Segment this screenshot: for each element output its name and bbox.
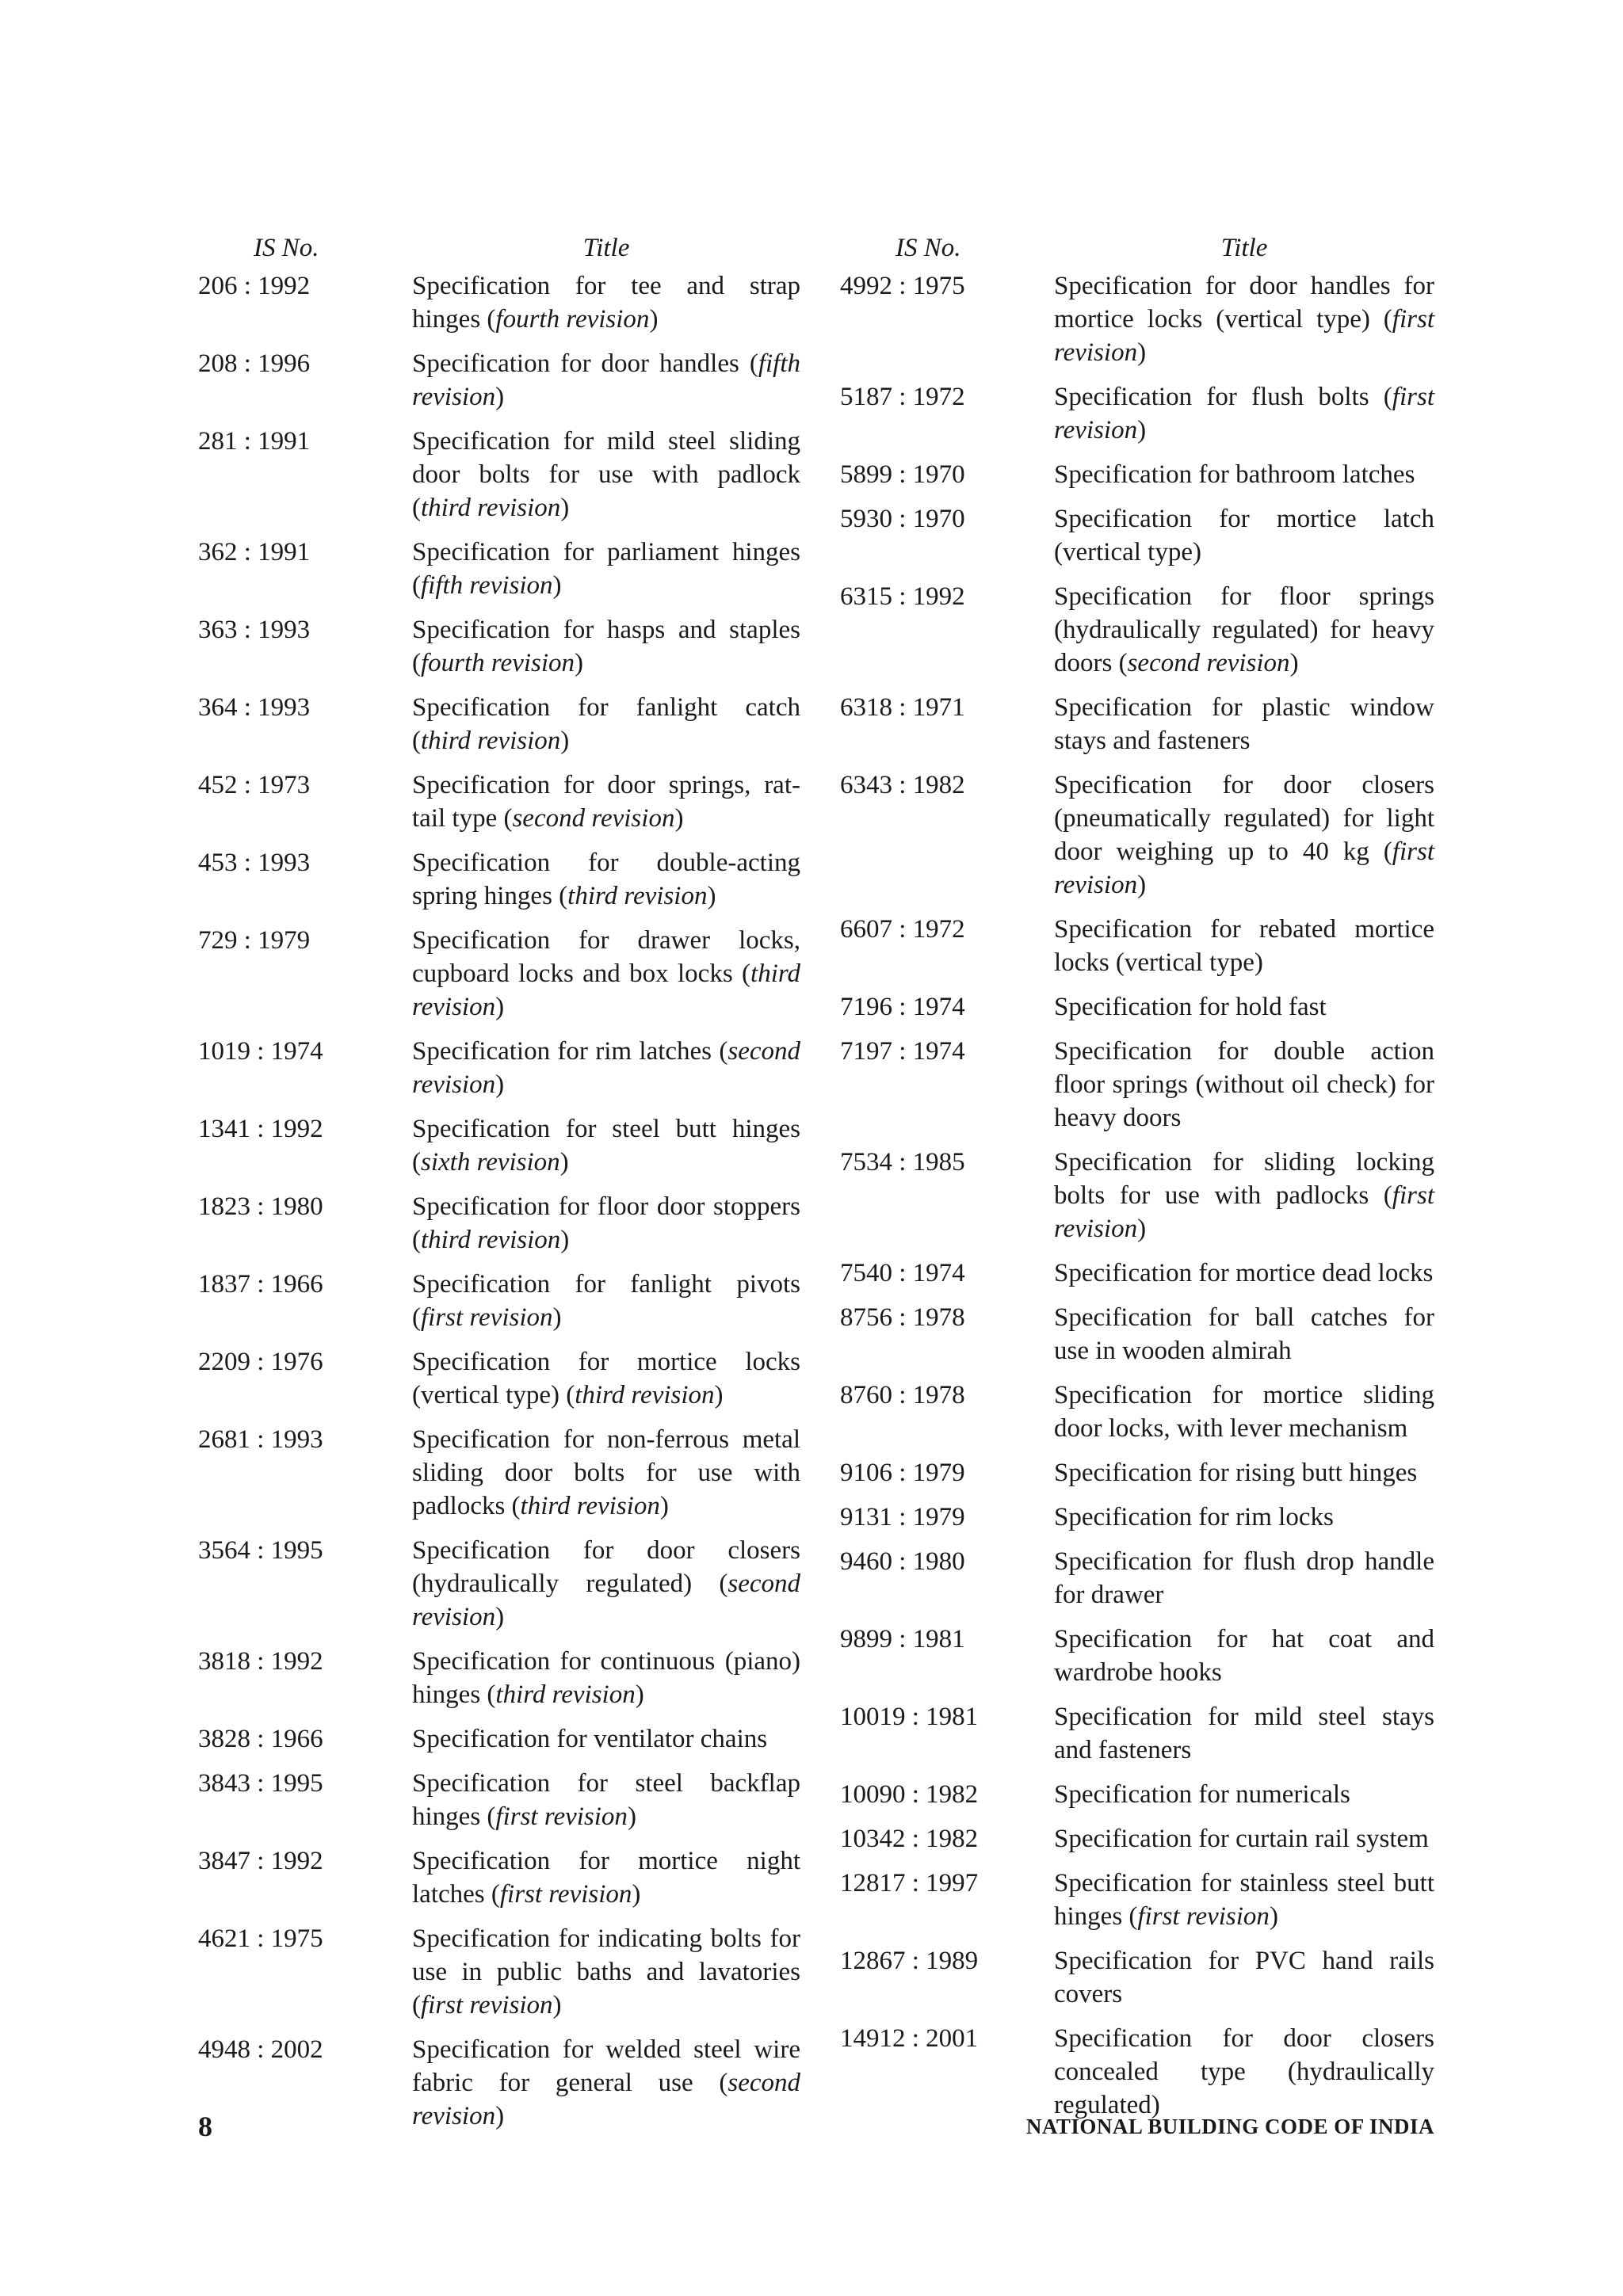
standard-title bbox=[1054, 1778, 1434, 1811]
is-number: 5899 : 1970 bbox=[840, 460, 965, 489]
standard-title bbox=[412, 269, 800, 336]
closing-parenthesis: ) bbox=[495, 993, 505, 1021]
page-number: 8 bbox=[198, 2111, 212, 2142]
closing-parenthesis: ) bbox=[560, 727, 570, 755]
is-number: 9131 : 1979 bbox=[840, 1503, 965, 1531]
title-text: Specification for mild steel stays and fasteners bbox=[1054, 1703, 1434, 1764]
title-text: Specification for sliding locking bolts for use with padlocks ( bbox=[1054, 1148, 1434, 1210]
title-text: Specification for hasps and staples ( bbox=[412, 616, 800, 677]
is-number: 7196 : 1974 bbox=[840, 993, 965, 1021]
standard-entry bbox=[840, 269, 1434, 369]
standard-title bbox=[1054, 1623, 1434, 1689]
standard-title bbox=[412, 1645, 800, 1711]
closing-parenthesis: ) bbox=[560, 1226, 570, 1254]
standard-title bbox=[412, 924, 800, 1024]
title-text: Specification for mortice night latches ( bbox=[412, 1847, 800, 1909]
right-column-header bbox=[840, 227, 1434, 269]
standard-entry bbox=[198, 1922, 800, 2022]
standard-entry bbox=[198, 769, 800, 835]
standard-title bbox=[1054, 1501, 1434, 1534]
closing-parenthesis: ) bbox=[1137, 416, 1147, 444]
revision-note: third revision bbox=[520, 1492, 660, 1520]
is-number: 10342 : 1982 bbox=[840, 1825, 979, 1853]
standard-title bbox=[1054, 1035, 1434, 1135]
revision-note: second revision bbox=[412, 1569, 800, 1631]
title-text: Specification for fanlight catch ( bbox=[412, 693, 800, 755]
is-number: 9460 : 1980 bbox=[840, 1547, 965, 1576]
standard-title bbox=[1054, 769, 1434, 902]
title-text: Specification for hold fast bbox=[1054, 993, 1327, 1021]
closing-parenthesis: ) bbox=[659, 1492, 669, 1520]
standard-entry bbox=[198, 536, 800, 602]
standard-title bbox=[1054, 990, 1434, 1024]
standard-title bbox=[412, 846, 800, 913]
title-text: Specification for ventilator chains bbox=[412, 1725, 768, 1753]
title-text: Specification for tee and strap hinges ( bbox=[412, 272, 800, 334]
standard-title bbox=[412, 1423, 800, 1523]
revision-note: fourth revision bbox=[421, 649, 575, 677]
revision-note: first revision bbox=[1137, 1902, 1270, 1931]
title-text: Specification for drawer locks, cupboard locks and box locks ( bbox=[412, 926, 800, 988]
standard-title bbox=[412, 1112, 800, 1179]
title-text: Specification for rim locks bbox=[1054, 1503, 1334, 1531]
closing-parenthesis: ) bbox=[707, 882, 716, 910]
standard-entry bbox=[198, 1423, 800, 1523]
left-column-header bbox=[198, 227, 800, 269]
standard-title bbox=[1054, 1379, 1434, 1445]
standard-entry bbox=[840, 1301, 1434, 1367]
is-number: 6607 : 1972 bbox=[840, 915, 965, 944]
title-text: Specification for indicating bolts for use in public baths and lavatories ( bbox=[412, 1924, 800, 2019]
standard-entry bbox=[840, 769, 1434, 902]
standard-entry bbox=[198, 1345, 800, 1412]
title-text: Specification for numericals bbox=[1054, 1780, 1350, 1809]
is-number: 14912 : 2001 bbox=[840, 2024, 979, 2053]
is-number: 5187 : 1972 bbox=[840, 383, 965, 411]
is-number: 1019 : 1974 bbox=[198, 1037, 323, 1066]
standard-entry bbox=[198, 1268, 800, 1334]
closing-parenthesis: ) bbox=[674, 804, 684, 833]
standard-entry bbox=[840, 1623, 1434, 1689]
revision-note: third revision bbox=[421, 1226, 561, 1254]
standard-title bbox=[1054, 580, 1434, 680]
standard-title bbox=[1054, 1867, 1434, 1933]
title-text: Specification for stainless steel butt hinges ( bbox=[1054, 1869, 1434, 1931]
standard-title bbox=[412, 347, 800, 414]
revision-note: sixth revision bbox=[421, 1148, 560, 1177]
closing-parenthesis: ) bbox=[575, 649, 584, 677]
revision-note: first revision bbox=[499, 1880, 632, 1909]
title-text: Specification for rim latches ( bbox=[412, 1037, 728, 1066]
revision-note: third revision bbox=[421, 727, 561, 755]
is-number: 8756 : 1978 bbox=[840, 1303, 965, 1332]
title-text: Specification for mild steel sliding door bolts for use with padlock ( bbox=[412, 427, 800, 522]
standard-title bbox=[1054, 1822, 1434, 1855]
standard-entry bbox=[840, 1822, 1434, 1855]
standard-entry bbox=[198, 691, 800, 757]
closing-parenthesis: ) bbox=[495, 383, 505, 411]
standard-entry bbox=[198, 1190, 800, 1257]
closing-parenthesis: ) bbox=[714, 1381, 724, 1409]
title-text: Specification for steel backflap hinges ( bbox=[412, 1769, 800, 1831]
revision-note: first revision bbox=[1054, 305, 1434, 367]
revision-note: second revision bbox=[412, 2069, 800, 2130]
closing-parenthesis: ) bbox=[495, 1070, 505, 1099]
standard-entry bbox=[840, 1545, 1434, 1611]
is-number: 729 : 1979 bbox=[198, 926, 311, 955]
is-number: 3828 : 1966 bbox=[198, 1725, 323, 1753]
closing-parenthesis: ) bbox=[495, 2102, 505, 2130]
standard-entry bbox=[198, 1722, 800, 1756]
standard-entry bbox=[840, 1501, 1434, 1534]
is-number: 9106 : 1979 bbox=[840, 1459, 965, 1487]
is-number: 1341 : 1992 bbox=[198, 1115, 323, 1143]
title-text: Specification for continuous (piano) hinges ( bbox=[412, 1647, 800, 1709]
is-number: 208 : 1996 bbox=[198, 349, 311, 378]
standard-entry bbox=[840, 458, 1434, 491]
standard-title bbox=[1054, 1146, 1434, 1245]
title-text: Specification for door handles for mortice locks (vertical type) ( bbox=[1054, 272, 1434, 334]
standard-title bbox=[1054, 913, 1434, 979]
revision-note: second revision bbox=[1127, 649, 1290, 677]
standard-title bbox=[1054, 691, 1434, 757]
right-entry-list bbox=[840, 269, 1434, 2122]
standard-entry bbox=[840, 691, 1434, 757]
standard-entry bbox=[840, 990, 1434, 1024]
is-number: 2681 : 1993 bbox=[198, 1425, 323, 1454]
standard-title bbox=[412, 1035, 800, 1101]
standard-entry bbox=[840, 1257, 1434, 1290]
closing-parenthesis: ) bbox=[559, 1148, 569, 1177]
left-column bbox=[198, 227, 800, 2144]
standard-entry bbox=[840, 1867, 1434, 1933]
standard-title bbox=[412, 425, 800, 524]
is-number: 6315 : 1992 bbox=[840, 582, 965, 611]
standard-entry bbox=[198, 1534, 800, 1634]
is-number: 7540 : 1974 bbox=[840, 1259, 965, 1287]
revision-note: third revision bbox=[495, 1680, 636, 1709]
revision-note: first revision bbox=[1054, 837, 1434, 899]
is-number: 3818 : 1992 bbox=[198, 1647, 323, 1676]
revision-note: fifth revision bbox=[412, 349, 800, 411]
closing-parenthesis: ) bbox=[1137, 871, 1147, 899]
standard-title bbox=[1054, 1700, 1434, 1767]
standard-entry bbox=[198, 269, 800, 336]
is-number: 453 : 1993 bbox=[198, 849, 311, 877]
standard-entry bbox=[840, 1456, 1434, 1489]
revision-note: second revision bbox=[512, 804, 675, 833]
standard-entry bbox=[840, 380, 1434, 447]
closing-parenthesis: ) bbox=[552, 1991, 562, 2019]
standard-title bbox=[1054, 458, 1434, 491]
title-text: Specification for curtain rail system bbox=[1054, 1825, 1429, 1853]
closing-parenthesis: ) bbox=[1269, 1902, 1278, 1931]
standard-entry bbox=[198, 1112, 800, 1179]
standard-title bbox=[412, 1922, 800, 2022]
standard-title bbox=[412, 691, 800, 757]
title-text: Specification for PVC hand rails covers bbox=[1054, 1947, 1434, 2008]
is-number: 7197 : 1974 bbox=[840, 1037, 965, 1066]
is-number: 3847 : 1992 bbox=[198, 1847, 323, 1875]
is-number: 1823 : 1980 bbox=[198, 1192, 323, 1221]
standard-entry bbox=[198, 846, 800, 913]
standard-title bbox=[412, 1844, 800, 1911]
title-text: Specification for ball catches for use in wooden almirah bbox=[1054, 1303, 1434, 1365]
title-text: Specification for double action floor springs (without oil check) for heavy doors bbox=[1054, 1037, 1434, 1132]
is-number: 6318 : 1971 bbox=[840, 693, 965, 722]
closing-parenthesis: ) bbox=[1137, 338, 1147, 367]
standard-entry bbox=[840, 913, 1434, 979]
revision-note: fourth revision bbox=[495, 305, 650, 334]
is-number: 3843 : 1995 bbox=[198, 1769, 323, 1798]
title-heading: Title bbox=[582, 233, 630, 262]
standard-title bbox=[1054, 269, 1434, 369]
revision-note: fifth revision bbox=[421, 571, 553, 600]
revision-note: first revision bbox=[421, 1303, 553, 1332]
closing-parenthesis: ) bbox=[495, 1603, 505, 1631]
is-number: 10019 : 1981 bbox=[840, 1703, 979, 1731]
is-number: 12867 : 1989 bbox=[840, 1947, 979, 1975]
revision-note: first revision bbox=[421, 1991, 553, 2019]
standard-title bbox=[1054, 1456, 1434, 1489]
standard-entry bbox=[840, 1944, 1434, 2011]
revision-note: third revision bbox=[412, 959, 800, 1021]
is-number: 6343 : 1982 bbox=[840, 771, 965, 799]
standard-title bbox=[1054, 380, 1434, 447]
revision-note: first revision bbox=[1054, 1181, 1434, 1243]
title-text: Specification for mortice sliding door locks, with lever mechanism bbox=[1054, 1381, 1434, 1443]
title-text: Specification for rebated mortice locks (vertical type) bbox=[1054, 915, 1434, 977]
title-text: Specification for double-acting spring hinges ( bbox=[412, 849, 800, 910]
is-number: 364 : 1993 bbox=[198, 693, 311, 722]
is-number: 8760 : 1978 bbox=[840, 1381, 965, 1409]
standard-title bbox=[412, 536, 800, 602]
closing-parenthesis: ) bbox=[635, 1680, 644, 1709]
closing-parenthesis: ) bbox=[627, 1802, 636, 1831]
standard-entry bbox=[198, 1767, 800, 1833]
standard-entry bbox=[198, 1645, 800, 1711]
standard-title bbox=[412, 769, 800, 835]
standard-entry bbox=[198, 613, 800, 680]
closing-parenthesis: ) bbox=[1289, 649, 1299, 677]
title-text: Specification for plastic window stays and fasteners bbox=[1054, 693, 1434, 755]
page-footer bbox=[198, 2107, 1434, 2145]
is-number: 4992 : 1975 bbox=[840, 272, 965, 300]
revision-note: third revision bbox=[421, 494, 561, 522]
title-text: Specification for non-ferrous metal sliding door bolts for use with padlocks ( bbox=[412, 1425, 800, 1520]
revision-note: third revision bbox=[575, 1381, 715, 1409]
title-text: Specification for bathroom latches bbox=[1054, 460, 1415, 489]
title-text: Specification for flush bolts ( bbox=[1054, 383, 1392, 411]
is-no-heading: IS No. bbox=[896, 233, 961, 262]
title-heading: Title bbox=[1220, 233, 1268, 262]
left-entry-list bbox=[198, 269, 800, 2133]
standard-entry bbox=[840, 502, 1434, 569]
standard-entry bbox=[840, 1778, 1434, 1811]
is-number: 206 : 1992 bbox=[198, 272, 311, 300]
closing-parenthesis: ) bbox=[552, 1303, 562, 1332]
revision-note: second revision bbox=[412, 1037, 800, 1099]
standard-entry bbox=[840, 580, 1434, 680]
standard-entry bbox=[840, 1035, 1434, 1135]
title-text: Specification for steel butt hinges ( bbox=[412, 1115, 800, 1177]
standard-title bbox=[1054, 1944, 1434, 2011]
title-text: Specification for flush drop handle for drawer bbox=[1054, 1547, 1434, 1609]
standard-title bbox=[1054, 1545, 1434, 1611]
closing-parenthesis: ) bbox=[560, 494, 570, 522]
title-text: Specification for rising butt hinges bbox=[1054, 1459, 1418, 1487]
standard-entry bbox=[840, 1700, 1434, 1767]
standard-entry bbox=[198, 924, 800, 1024]
is-number: 4948 : 2002 bbox=[198, 2035, 323, 2064]
title-text: Specification for mortice dead locks bbox=[1054, 1259, 1434, 1287]
is-number: 4621 : 1975 bbox=[198, 1924, 323, 1953]
title-text: Specification for door springs, rat-tail type ( bbox=[412, 771, 800, 833]
is-number: 10090 : 1982 bbox=[840, 1780, 979, 1809]
standard-entry bbox=[198, 425, 800, 524]
title-text: Specification for floor springs (hydraulically regulated) for heavy doors ( bbox=[1054, 582, 1434, 677]
is-number: 5930 : 1970 bbox=[840, 505, 965, 533]
title-text: Specification for welded steel wire fabric for general use ( bbox=[412, 2035, 800, 2097]
standard-title bbox=[1054, 1301, 1434, 1367]
is-number: 2209 : 1976 bbox=[198, 1348, 323, 1376]
is-number: 1837 : 1966 bbox=[198, 1270, 323, 1299]
is-number: 281 : 1991 bbox=[198, 427, 311, 456]
standard-title bbox=[412, 1345, 800, 1412]
standard-title bbox=[412, 1534, 800, 1634]
closing-parenthesis: ) bbox=[632, 1880, 641, 1909]
title-text: Specification for fanlight pivots ( bbox=[412, 1270, 800, 1332]
is-number: 362 : 1991 bbox=[198, 538, 311, 566]
title-text: Specification for door closers (hydraulically regulated) ( bbox=[412, 1536, 800, 1598]
is-number: 452 : 1973 bbox=[198, 771, 311, 799]
closing-parenthesis: ) bbox=[552, 571, 562, 600]
standard-title bbox=[412, 1767, 800, 1833]
running-footer-title: NATIONAL BUILDING CODE OF INDIA bbox=[1025, 2114, 1434, 2138]
title-text: Specification for door closers concealed type (hydraulically regulated) bbox=[1054, 2024, 1434, 2119]
closing-parenthesis: ) bbox=[1137, 1215, 1147, 1243]
standard-title bbox=[412, 613, 800, 680]
standard-title bbox=[412, 1268, 800, 1334]
standard-title bbox=[1054, 1257, 1434, 1290]
standard-entry bbox=[840, 1379, 1434, 1445]
is-number: 3564 : 1995 bbox=[198, 1536, 323, 1565]
is-no-heading: IS No. bbox=[254, 233, 319, 262]
title-text: Specification for mortice latch (vertical type) bbox=[1054, 505, 1434, 566]
revision-note: third revision bbox=[567, 882, 708, 910]
title-text: Specification for hat coat and wardrobe hooks bbox=[1054, 1625, 1434, 1687]
revision-note: first revision bbox=[495, 1802, 628, 1831]
title-text: Specification for floor door stoppers ( bbox=[412, 1192, 800, 1254]
closing-parenthesis: ) bbox=[649, 305, 659, 334]
standard-title bbox=[1054, 502, 1434, 569]
standard-entry bbox=[840, 1146, 1434, 1245]
standard-entry bbox=[198, 1844, 800, 1911]
standard-entry bbox=[198, 347, 800, 414]
right-column bbox=[840, 227, 1434, 2133]
is-number: 9899 : 1981 bbox=[840, 1625, 965, 1653]
title-text: Specification for mortice locks (vertical type) ( bbox=[412, 1348, 800, 1409]
title-text: Specification for parliament hinges ( bbox=[412, 538, 800, 600]
is-number: 12817 : 1997 bbox=[840, 1869, 979, 1897]
standard-entry bbox=[198, 1035, 800, 1101]
is-number: 363 : 1993 bbox=[198, 616, 311, 644]
title-text: Specification for door handles ( bbox=[412, 349, 758, 378]
is-number: 7534 : 1985 bbox=[840, 1148, 965, 1177]
title-text: Specification for door closers (pneumatically regulated) for light door weighing up to 40 kg ( bbox=[1054, 771, 1434, 866]
standard-title bbox=[412, 1722, 800, 1756]
revision-note: first revision bbox=[1054, 383, 1434, 444]
standard-title bbox=[412, 1190, 800, 1257]
